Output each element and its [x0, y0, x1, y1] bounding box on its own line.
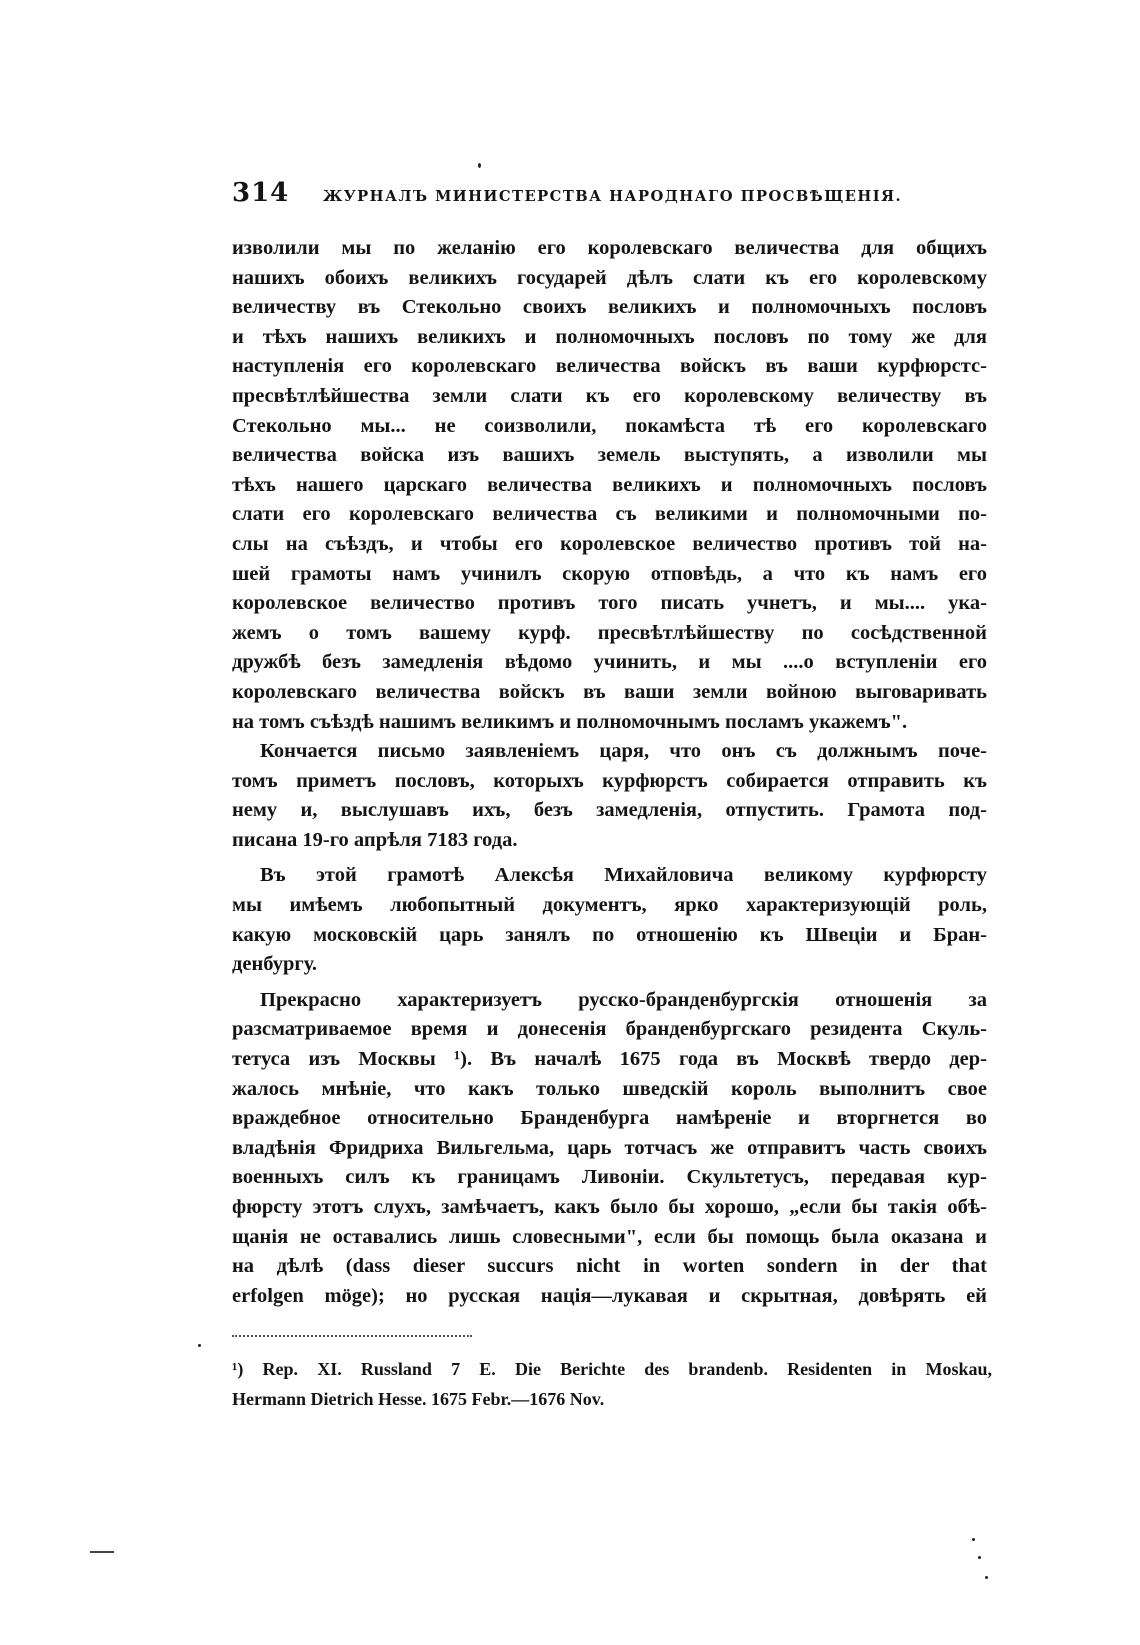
scan-speck — [972, 1538, 975, 1541]
text-line: величества войска изъ вашихъ земель выступять, а изволили мы — [232, 444, 987, 467]
text-line: нашихъ обоихъ великихъ государей дѣлъ слати къ его королевскому — [232, 266, 987, 289]
text-line: изволили мы по желанію его королевскаго величества для общихъ — [232, 237, 987, 259]
scan-speck — [198, 1344, 201, 1347]
body-text — [232, 234, 987, 1311]
scan-speck — [978, 1556, 981, 1559]
running-head: ЖУРНАЛЪ МИНИСТЕРСТВА НАРОДНАГО ПРОСВѢЩЕНІЯ. — [323, 187, 903, 205]
text-line: слати его королевскаго величества съ великими и полномочными по- — [232, 503, 987, 526]
text-line: erfolgen möge); но русская нація—лукавая и скрытная, довѣрять ей — [232, 1284, 987, 1307]
scan-mark — [90, 1551, 114, 1553]
text-line: фюрсту этотъ слухъ, замѣчаетъ, какъ было бы хорошо, „если бы такія обѣ- — [232, 1196, 987, 1218]
text-line: королевское величество противъ того писать учнетъ, и мы.... ука- — [232, 592, 987, 615]
text-line: наступленія его королевскаго величества войскъ въ ваши курфюрстс- — [232, 355, 987, 378]
text-line: жалось мнѣніе, что какъ только шведскій король выполнитъ свое — [232, 1077, 987, 1100]
text-line: владѣнія Фридриха Вильгельма, царь тотчасъ же отправитъ часть своихъ — [232, 1136, 987, 1159]
text-line: щанія не оставались лишь словесными", если бы помощь была оказана и — [232, 1225, 987, 1248]
text-line: на дѣлѣ (dass dieser succurs nicht in worten sondern in der that — [232, 1255, 987, 1278]
text-line: жемъ о томъ вашему курф. пресвѣтлѣйшеству по сосѣдственной — [232, 621, 987, 644]
text-line: писана 19-го апрѣля 7183 года. — [232, 828, 518, 851]
text-line: величеству въ Стекольно своихъ великихъ и полномочныхъ пословъ — [232, 296, 987, 319]
footnote-rule — [232, 1335, 472, 1337]
text-line: пресвѣтлѣйшества земли слати къ его королевскому величеству въ — [232, 384, 987, 407]
text-line: шей грамоты намъ учинилъ скорую отповѣдь, а что къ намъ его — [232, 562, 987, 585]
scan-speck — [985, 1576, 988, 1579]
paragraph — [232, 737, 987, 855]
text-line: Въ этой грамотѣ Алексѣя Михайловича великому курфюрсту — [260, 864, 987, 887]
text-line: тетуса изъ Москвы ¹). Въ началѣ 1675 года въ Москвѣ твердо дер- — [232, 1048, 987, 1071]
text-line: военныхъ силъ къ границамъ Ливоніи. Скультетусъ, передавая кур- — [232, 1166, 987, 1189]
scan-speck — [478, 163, 481, 168]
paragraph — [232, 986, 987, 1312]
paragraph — [232, 861, 987, 979]
text-line: Прекрасно характеризуетъ русско-бранденбургскія отношенія за — [260, 988, 987, 1011]
text-line: денбургу. — [232, 953, 318, 976]
text-line: дружбѣ безъ замедленія вѣдомо учинить, и мы ....о вступленіи его — [232, 651, 987, 674]
page-header — [232, 178, 992, 208]
footnote — [232, 1356, 992, 1415]
footnote-line: ¹) Rep. XI. Russland 7 E. Die Berichte des brandenb. Residenten in Moskau, — [232, 1359, 992, 1379]
text-line: и тѣхъ нашихъ великихъ и полномочныхъ пословъ по тому же для — [232, 325, 987, 348]
text-line: Кончается письмо заявленіемъ царя, что онъ съ должнымъ поче- — [260, 740, 987, 763]
paragraph — [232, 234, 987, 737]
text-line: какую московскій царь занялъ по отношенію къ Швеціи и Бран- — [232, 923, 987, 946]
text-line: на томъ съѣздѣ нашимъ великимъ и полномочнымъ посламъ укажемъ". — [232, 710, 908, 733]
page-number: 314 — [232, 178, 290, 208]
text-line: нему и, выслушавъ ихъ, безъ замедленія, отпустить. Грамота под- — [232, 799, 987, 822]
text-line: мы имѣемъ любопытный документъ, ярко характеризующій роль, — [232, 894, 987, 917]
text-line: слы на съѣздъ, и чтобы его королевское величество противъ той на- — [232, 532, 987, 555]
text-line: Стекольно мы... не соизволили, покамѣста тѣ его королевскаго — [232, 414, 987, 437]
text-line: враждебное относительно Бранденбурга намѣреніе и вторгнется во — [232, 1107, 987, 1130]
text-line: томъ приметъ пословъ, которыхъ курфюрстъ собирается отправить къ — [232, 769, 987, 792]
text-line: королевскаго величества войскъ въ ваши земли войною выговаривать — [232, 680, 987, 703]
footnote-line: Hermann Dietrich Hesse. 1675 Febr.—1676 Nov. — [232, 1388, 605, 1409]
text-line: тѣхъ нашего царскаго величества великихъ и полномочныхъ пословъ — [232, 473, 987, 496]
text-line: разсматриваемое время и донесенія бранденбургскаго резидента Скуль- — [232, 1018, 987, 1041]
